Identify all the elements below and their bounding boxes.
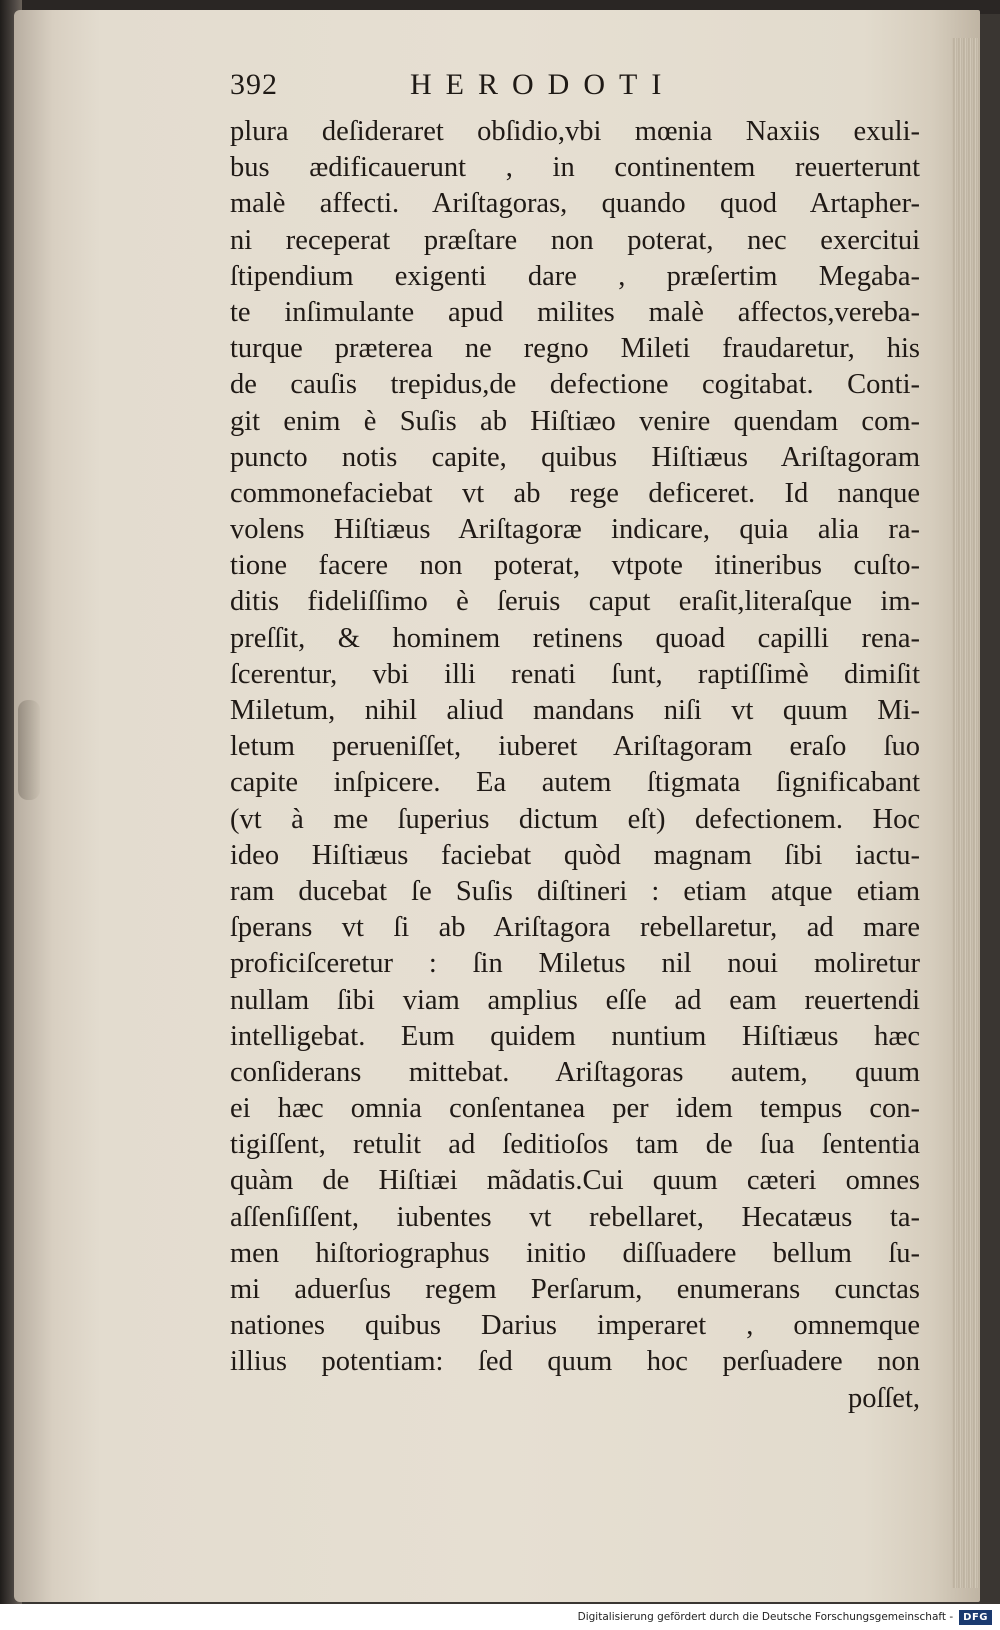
dfg-logo-icon: DFG xyxy=(959,1610,992,1625)
text-line: ei hæc omnia conſentanea per idem tempus con- xyxy=(230,1093,920,1125)
text-line: malè affecti. Ariſtagoras, quando quod Artapher- xyxy=(230,188,920,220)
text-line: men hiſtoriographus initio diſſuadere bellum ſu- xyxy=(230,1237,920,1269)
text-line: ditis fideliſſimo è ſeruis caput eraſit,literaſque im- xyxy=(230,586,920,618)
text-line: aſſenſiſſent, iubentes vt rebellaret, Hecatæus ta- xyxy=(230,1201,920,1233)
text-line: ſcerentur, vbi illi renati ſunt, raptiſſimè dimiſit xyxy=(230,658,920,690)
text-line: bus ædificauerunt , in continentem reuerterunt xyxy=(230,152,920,184)
text-line: (vt à me ſuperius dictum eſt) defectionem. Hoc xyxy=(230,803,920,835)
text-line: intelligebat. Eum quidem nuntium Hiſtiæus hæc xyxy=(230,1020,920,1052)
text-line: plura deſideraret obſidio,vbi mœnia Naxiis exuli- xyxy=(230,116,920,147)
running-head xyxy=(230,68,750,108)
text-line: Miletum, nihil aliud mandans niſi vt quum Mi- xyxy=(230,695,920,726)
text-line: commonefaciebat vt ab rege deficeret. Id nanque xyxy=(230,477,920,509)
text-line: turque præterea ne regno Mileti fraudaretur, his xyxy=(230,333,920,365)
page-number: 392 xyxy=(230,68,278,101)
text-line: nullam ſibi viam amplius eſſe ad eam reuertendi xyxy=(230,984,920,1016)
text-line: git enim è Suſis ab Hiſtiæo venire quendam com- xyxy=(230,405,920,437)
text-line: illius potentiam: ſed quum hoc perſuadere non xyxy=(230,1346,920,1378)
text-line: volens Hiſtiæus Ariſtagoræ indicare, quia alia ra- xyxy=(230,514,920,546)
text-line: mi aduerſus regem Perſarum, enumerans cunctas xyxy=(230,1274,920,1305)
page-edges xyxy=(952,38,980,1588)
text-line: preſſit, & hominem retinens quoad capilli rena- xyxy=(230,622,920,654)
clasp-shadow xyxy=(18,700,40,800)
text-line: nationes quibus Darius imperaret , omnemque xyxy=(230,1310,920,1342)
catchword: poſſet, xyxy=(847,1382,920,1414)
text-line: capite inſpicere. Ea autem ſtigmata ſignificabant xyxy=(230,767,920,799)
text-line: ſtipendium exigenti dare , præſertim Megaba- xyxy=(230,260,920,292)
text-line: ideo Hiſtiæus faciebat quòd magnam ſibi iactu- xyxy=(230,839,920,871)
body-text xyxy=(230,114,920,1417)
text-line: proficiſceretur : ſin Miletus nil noui moliretur xyxy=(230,948,920,980)
text-line: puncto notis capite, quibus Hiſtiæus Ariſtagoram xyxy=(230,441,920,473)
text-line: ni receperat præſtare non poterat, nec exercitui xyxy=(230,224,920,256)
text-line: te inſimulante apud milites malè affectos,vereba- xyxy=(230,296,920,328)
text-line: tione facere non poterat, vtpote itineribus cuſto- xyxy=(230,550,920,582)
funding-credit: Digitalisierung gefördert durch die Deutsche Forschungsgemeinschaft - xyxy=(577,1611,954,1623)
digitization-footer xyxy=(0,1604,1000,1630)
text-line: ram ducebat ſe Suſis diſtineri : etiam atque etiam xyxy=(230,875,920,907)
page-title: HERODOTI xyxy=(410,68,676,101)
text-line: ſperans vt ſi ab Ariſtagora rebellaretur, ad mare xyxy=(230,912,920,944)
text-line: tigiſſent, retulit ad ſeditioſos tam de ſua ſententia xyxy=(230,1129,920,1161)
text-line: quàm de Hiſtiæi mãdatis.Cui quum cæteri omnes xyxy=(230,1165,920,1197)
text-line: conſiderans mittebat. Ariſtagoras autem, quum xyxy=(230,1056,920,1088)
text-line: de cauſis trepidus,de defectione cogitabat. Conti- xyxy=(230,369,920,401)
text-line: letum perueniſſet, iuberet Ariſtagoram eraſo ſuo xyxy=(230,731,920,763)
